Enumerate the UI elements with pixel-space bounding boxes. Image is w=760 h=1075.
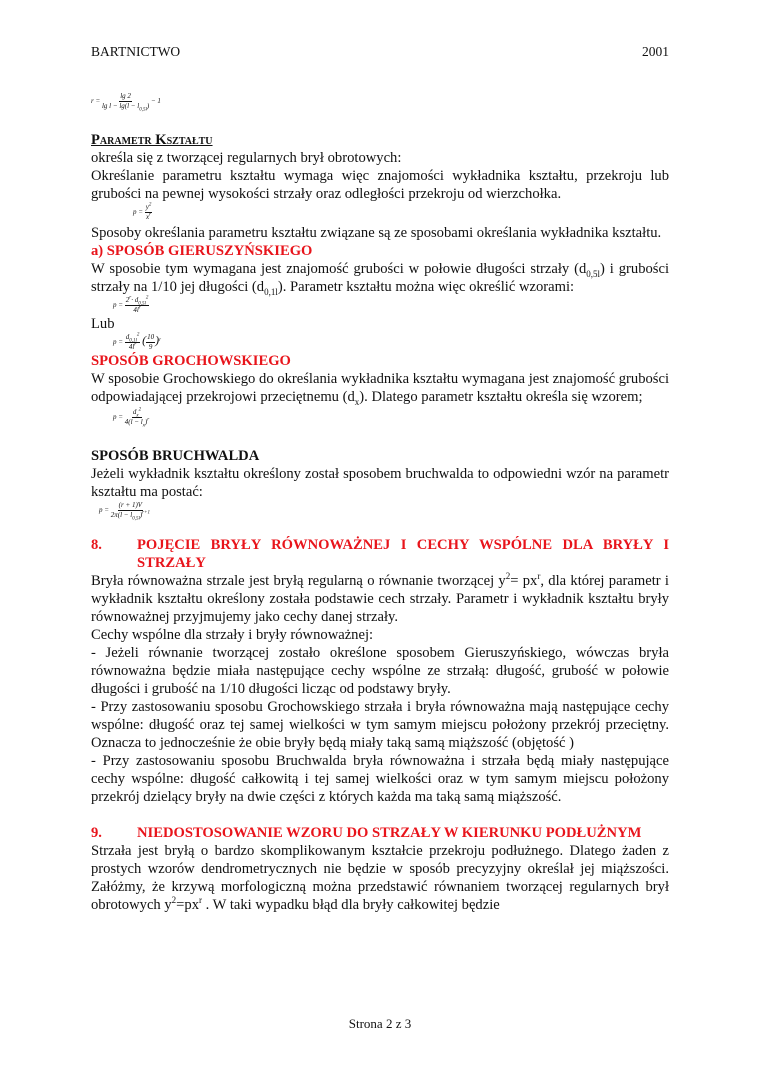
- page-content: [91, 90, 669, 914]
- section-8-paragraph-1: Bryła równoważna strzale jest bryłą regularną o równanie tworzącej $y^2= px^r$, dla której parametr i wykładnik kształtu określony została podstawie cech strzały. Parametr i wykładnik kształtu bryły równoważnej przyjmujemy jako cechy danej strzały.: [91, 571, 669, 625]
- heading-bruchwald: SPOSÓB BRUCHWALDA: [91, 448, 260, 464]
- page-header: [91, 44, 669, 60]
- section-8-paragraph-2: Cechy wspólne dla strzały i bryły równoważnej:: [91, 627, 374, 643]
- gieruszynski-paragraph: W sposobie tym wymagana jest znajomość grubości w połowie długości strzały $(d_{0,5l})$ i grubości strzały na 1/10 jej długości $(d_{0,1l})$. Parametr kształtu można więc określić wzorami:: [91, 261, 669, 297]
- grochowski-paragraph: W sposobie Grochowskiego do określania wykładnika kształtu wymagana jest znajomość grubości odpowiadającej przekrojowi przeciętnemu $(d_x)$. Dlatego parametr kształtu określa się wzorem;: [91, 371, 669, 407]
- lub-label: Lub: [91, 316, 115, 332]
- section-9-paragraph-1: Strzała jest bryłą o bardzo skomplikowanym kształcie przekroju podłużnego. Dlatego żaden z prostych wzorów dendrometrycznych nie będzie w sposób precyzyjny określał jej miąższości. Załóżmy, że krzywą morfologiczną można przedstawić równaniem tworzącej regularnych brył obrotowych $y^2=px^r$ . W taki wypadku błąd dla bryły całkowitej będzie: [91, 843, 669, 913]
- formula-parameter: p = $\frac{y^2}{x^r}$: [133, 202, 152, 221]
- param-paragraph: Określanie parametru kształtu wymaga więc znajomości wykładnika kształtu, przekroju lub grubości na pewnej wysokości strzały oraz odległości przekroju od wierzchołka.: [91, 168, 669, 202]
- heading-section-8: 8. POJĘCIE BRYŁY RÓWNOWAŻNEJ I CECHY WSPÓLNE DLA BRYŁY I STRZAŁY: [91, 537, 669, 571]
- section-8-paragraph-5: - Przy zastosowaniu sposobu Bruchwalda bryła równoważna i strzała będą miały następujące cechy wspólne: długość całkowitą i tej samej wielkości oraz w tym samym miejscu położony przekrój dzielący bryły na dwie części z których każda ma taką samą miąższość.: [91, 753, 669, 805]
- bruchwald-paragraph: Jeżeli wykładnik kształtu określony został sposobem bruchwalda to odpowiedni wzór na parametr kształtu ma postać:: [91, 466, 669, 500]
- section-8-paragraph-3: - Jeżeli równanie tworzącej zostało określone sposobem Gieruszyńskiego, wówczas bryła równoważna będzie miała następujące cechy wspólne ze strzałą: długość, grubość w połowie długości i grubość na 1/10 długości licząc od podstawy bryły.: [91, 645, 669, 697]
- section-title-parametr: Parametr Kształtu: [91, 132, 213, 148]
- heading-gieruszynski: a) SPOSÓB GIERUSZYŃSKIEGO: [91, 243, 313, 259]
- formula-gieruszynski-1: p = $\frac{2^r\cdot d_{0,5l}^2}{4l^r}$: [113, 295, 149, 314]
- section-8-paragraph-4: - Przy zastosowaniu sposobu Grochowskiego strzała i bryła równoważna mają następujące cechy wspólne: długość oraz tej samej wielkości w tym samym miejscu położony przekrój przeciętny. Oznacza to jednocześnie że obie bryły będą miały taką samą miąższość (objętość ): [91, 699, 669, 751]
- heading-grochowski: SPOSÓB GROCHOWSKIEGO: [91, 353, 291, 369]
- param-intro: określa się z tworzącej regularnych brył obrotowych:: [91, 150, 402, 166]
- formula-gieruszynski-2: p = $\frac{d_{0,1l}^2}{4l^r}$ ( $\frac{10}{9}$ )$^r$: [113, 332, 162, 351]
- header-year: 2001: [642, 44, 669, 59]
- page-footer: Strona 2 z 3: [348, 1016, 412, 1031]
- heading-section-9: 9. NIEDOSTOSOWANIE WZORU DO STRZAŁY W KIERUNKU PODŁUŻNYM: [91, 825, 642, 841]
- formula-grochowski: p = $\frac{d_x^2}{4(l - l_x)^r}$: [113, 407, 150, 429]
- formula-shape-exponent: r = $\frac{\lg 2}{\lg l - \lg(l - l_{0,5l})}$ − 1: [91, 92, 161, 113]
- formula-bruchwald: p = $\frac{(r + 1)V}{2\pi(l - l_{0,5l})^{r+1}}$: [99, 501, 150, 522]
- header-title: BARTNICTWO: [91, 44, 181, 59]
- param-methods-paragraph: Sposoby określania parametru kształtu związane są ze sposobami określania wykładnika kształtu.: [91, 225, 662, 241]
